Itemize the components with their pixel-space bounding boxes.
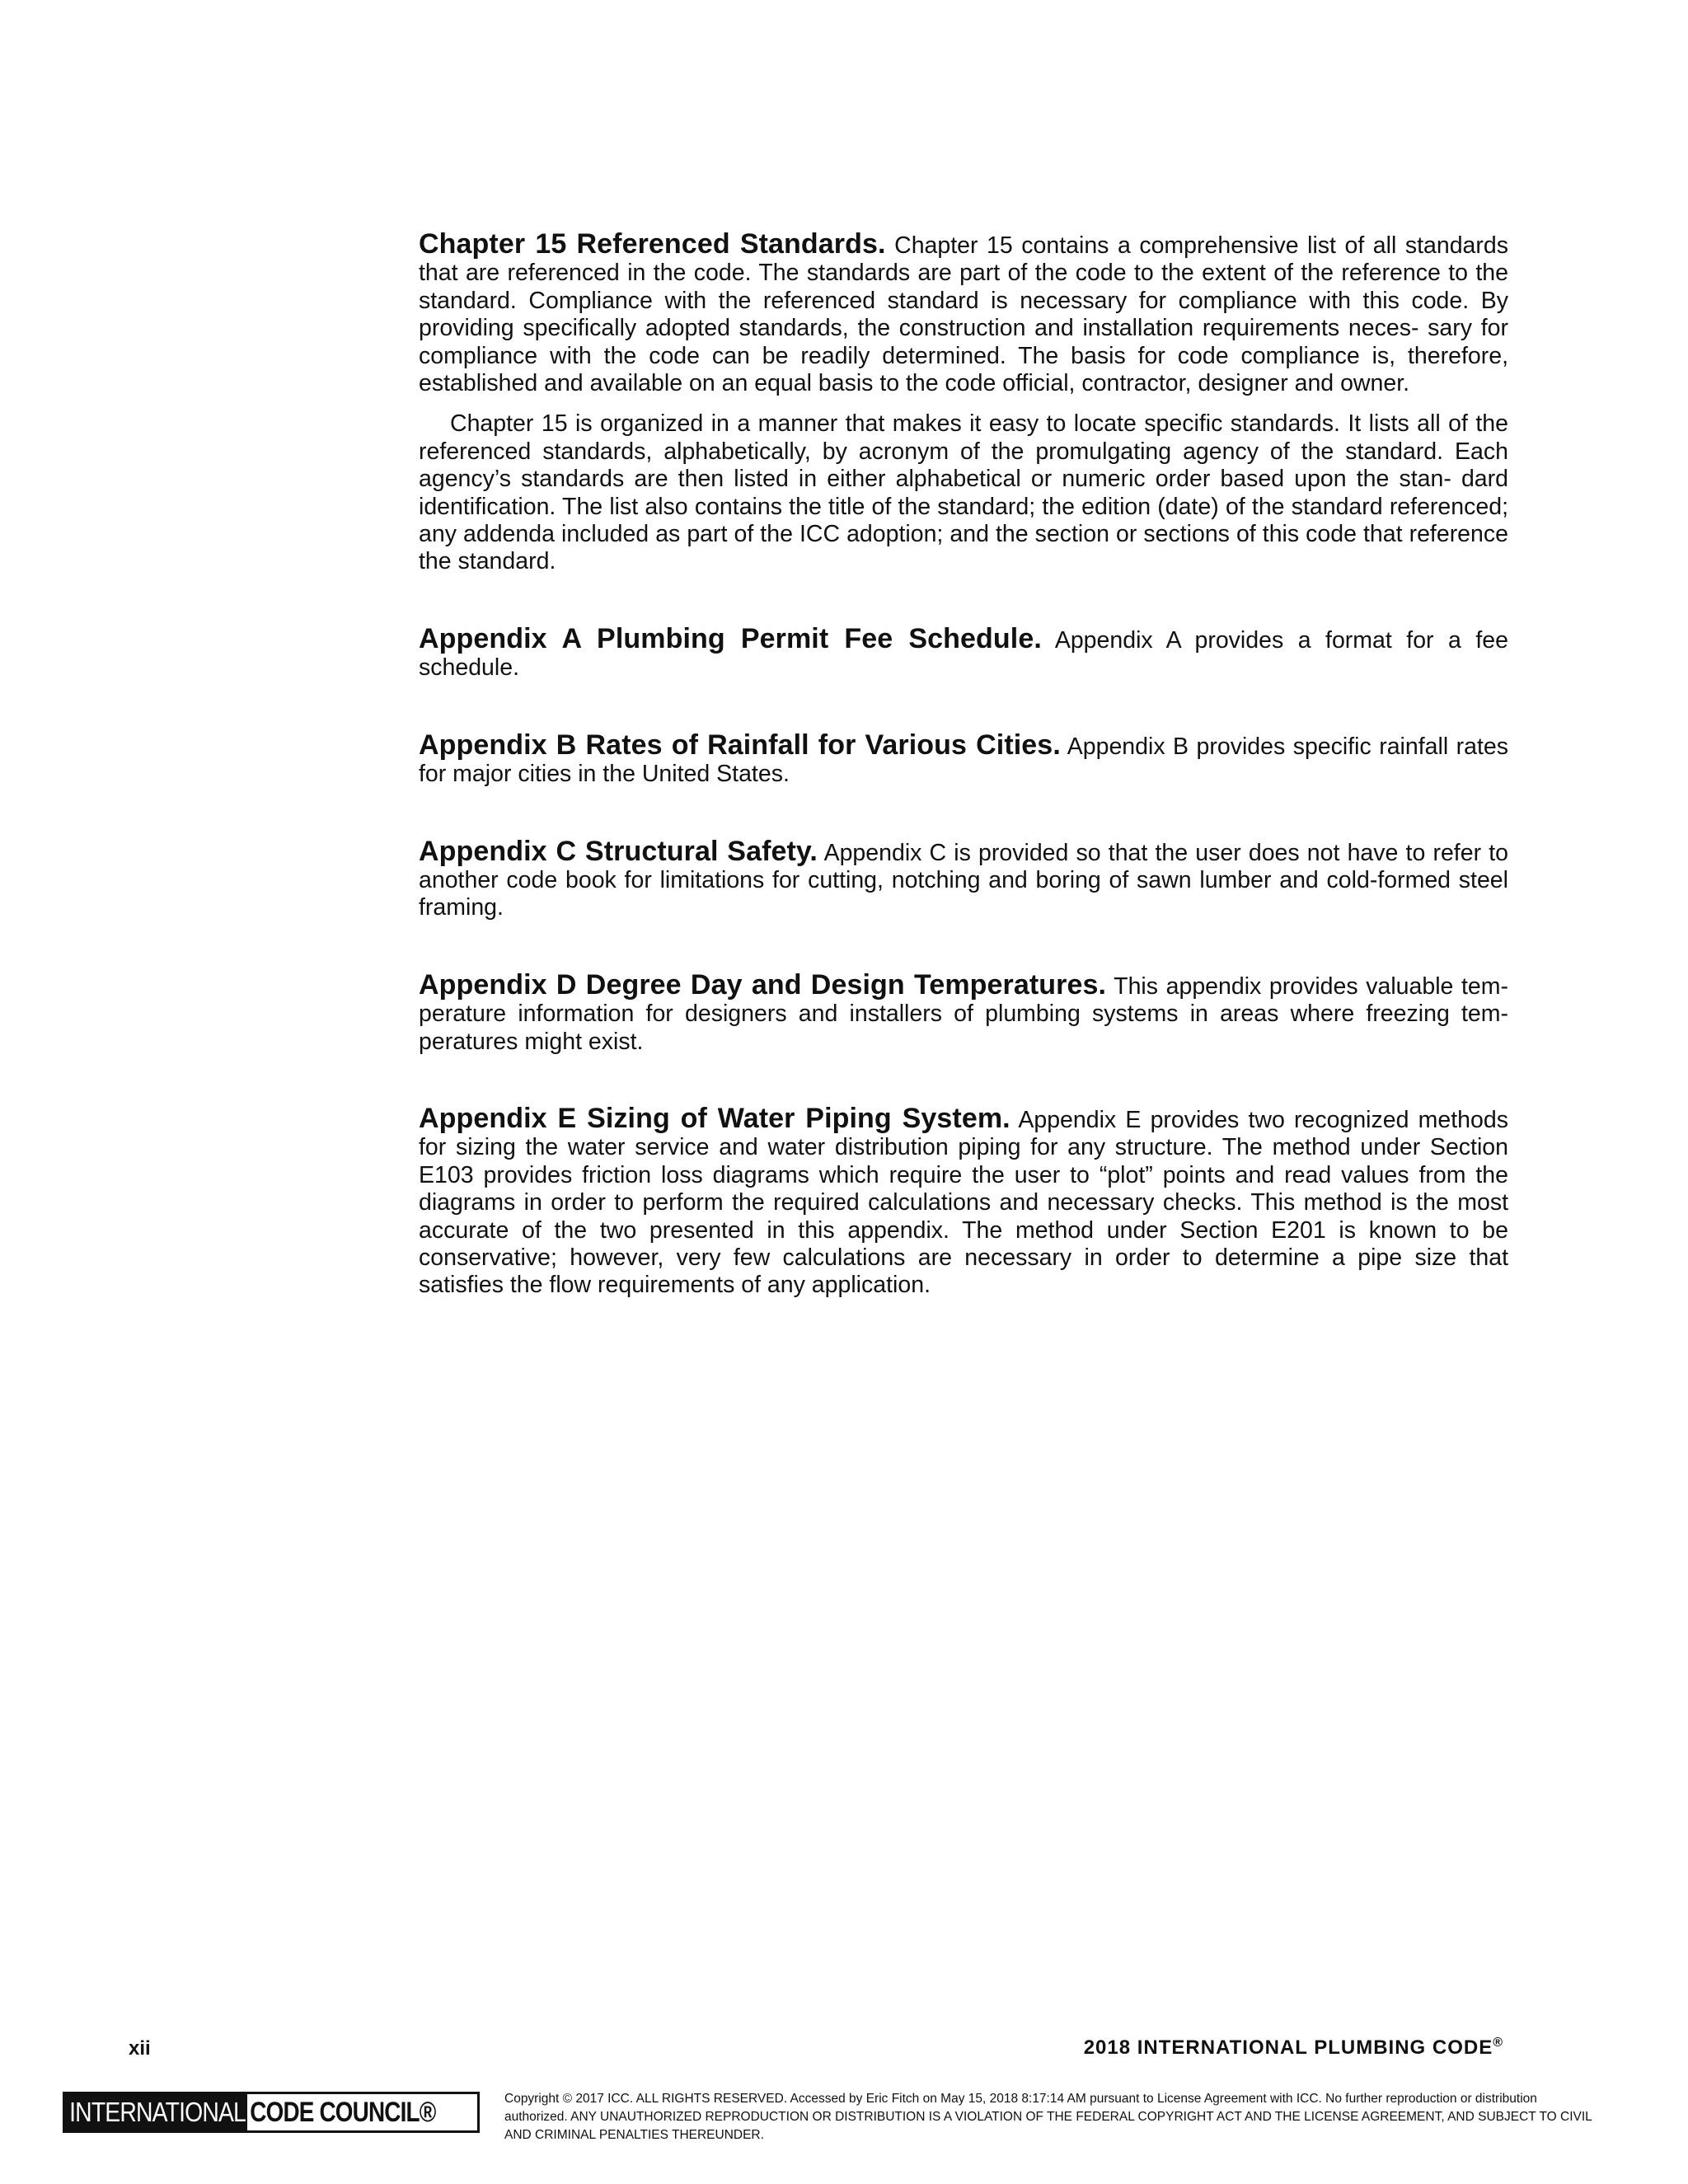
icc-logo xyxy=(63,2092,480,2133)
entry-title: Appendix B Rates of Rainfall for Various Cities. xyxy=(419,729,1061,761)
entry-body: Appendix E provides two recognized methods for sizing the water service and water distribution piping for any structure. The method under Section E103 provides friction loss diagrams which require the user to “plot” points and read values from the diagrams in order to perform the required calculations and necessary checks. This method is the most accurate of the two presented in this appendix. The method under Section E201 is known to be conservative; however, very few calculations are necessary in order to determine a pipe size that satisfies the flow requirements of any application. xyxy=(419,1106,1508,1299)
entry-appendix-b xyxy=(419,729,1508,789)
book-title-text: 2018 INTERNATIONAL PLUMBING CODE xyxy=(1083,2036,1493,2059)
entry-chapter-15-paragraph-2: Chapter 15 is organized in a manner that makes it easy to locate specific standards. It lists all of the referenced standards, alphabetically, by acronym of the promulgating agency of the standard. Each agency’s standards are then listed in either alphabetical or numeric order based upon the stan- dard identification. The list also contains the title of the standard; the edition (date) of the standard referenced; any addenda included as part of the ICC adoption; and the section or sections of this code that reference the standard. xyxy=(419,410,1508,575)
entry-body: This appendix provides valuable tem- perature information for designers and installers of plumbing systems in areas where freezing tem- peratures might exist. xyxy=(419,972,1508,1055)
page-number: xii xyxy=(129,2037,151,2060)
entry-title: Appendix E Sizing of Water Piping System. xyxy=(419,1102,1010,1134)
entry-title: Appendix C Structural Safety. xyxy=(419,835,818,867)
entry-body: Appendix C is provided so that the user does not have to refer to another code book for limitations for cutting, notching and boring of sawn lumber and cold-formed steel framing. xyxy=(419,839,1508,921)
copyright-notice: Copyright © 2017 ICC. ALL RIGHTS RESERVED. Accessed by Eric Fitch on May 15, 2018 8:17:14 AM pursuant to License Agreement with ICC. No further reproduction or distribution authorized. ANY UNAUTHORIZED REPRODUCTION OR DISTRIBUTION IS A VIOLATION OF THE FEDERAL COPYRIGHT ACT AND THE LICENSE AGREEMENT, AND SUBJECT TO CIVIL AND CRIMINAL PENALTIES THEREUNDER. xyxy=(504,2092,1592,2142)
entry-body: Appendix A provides a format for a fee schedule. xyxy=(419,626,1508,682)
entry-appendix-e xyxy=(419,1102,1508,1300)
entry-appendix-c xyxy=(419,835,1508,922)
book-title xyxy=(1084,2036,1503,2060)
entry-chapter-15 xyxy=(419,228,1508,397)
entry-title: Chapter 15 Referenced Standards. xyxy=(419,228,886,260)
entry-title: Appendix A Plumbing Permit Fee Schedule. xyxy=(419,622,1042,654)
entry-body: Chapter 15 contains a comprehensive list of all standards that are referenced in the code. The standards are part of the code to the extent of the reference to the standard. Compliance with the referenced standard is necessary for compliance with this code. By providing specifically adopted standards, the construction and installation requirements neces- sary for compliance with the code can be readily determined. The basis for code compliance is, therefore, established and available on an equal basis to the code official, contractor, designer and owner. xyxy=(419,232,1508,397)
registered-mark: ® xyxy=(1493,2036,1503,2050)
entry-appendix-a xyxy=(419,622,1508,682)
entry-appendix-d xyxy=(419,968,1508,1056)
entry-body: Appendix B provides specific rainfall rates for major cities in the United States. xyxy=(419,733,1508,788)
entry-title: Appendix D Degree Day and Design Temperatures. xyxy=(419,968,1107,1001)
logo-part-code-council: CODE COUNCIL® xyxy=(247,2094,438,2130)
document-body xyxy=(419,228,1508,1300)
logo-part-international: INTERNATIONAL xyxy=(65,2094,250,2130)
